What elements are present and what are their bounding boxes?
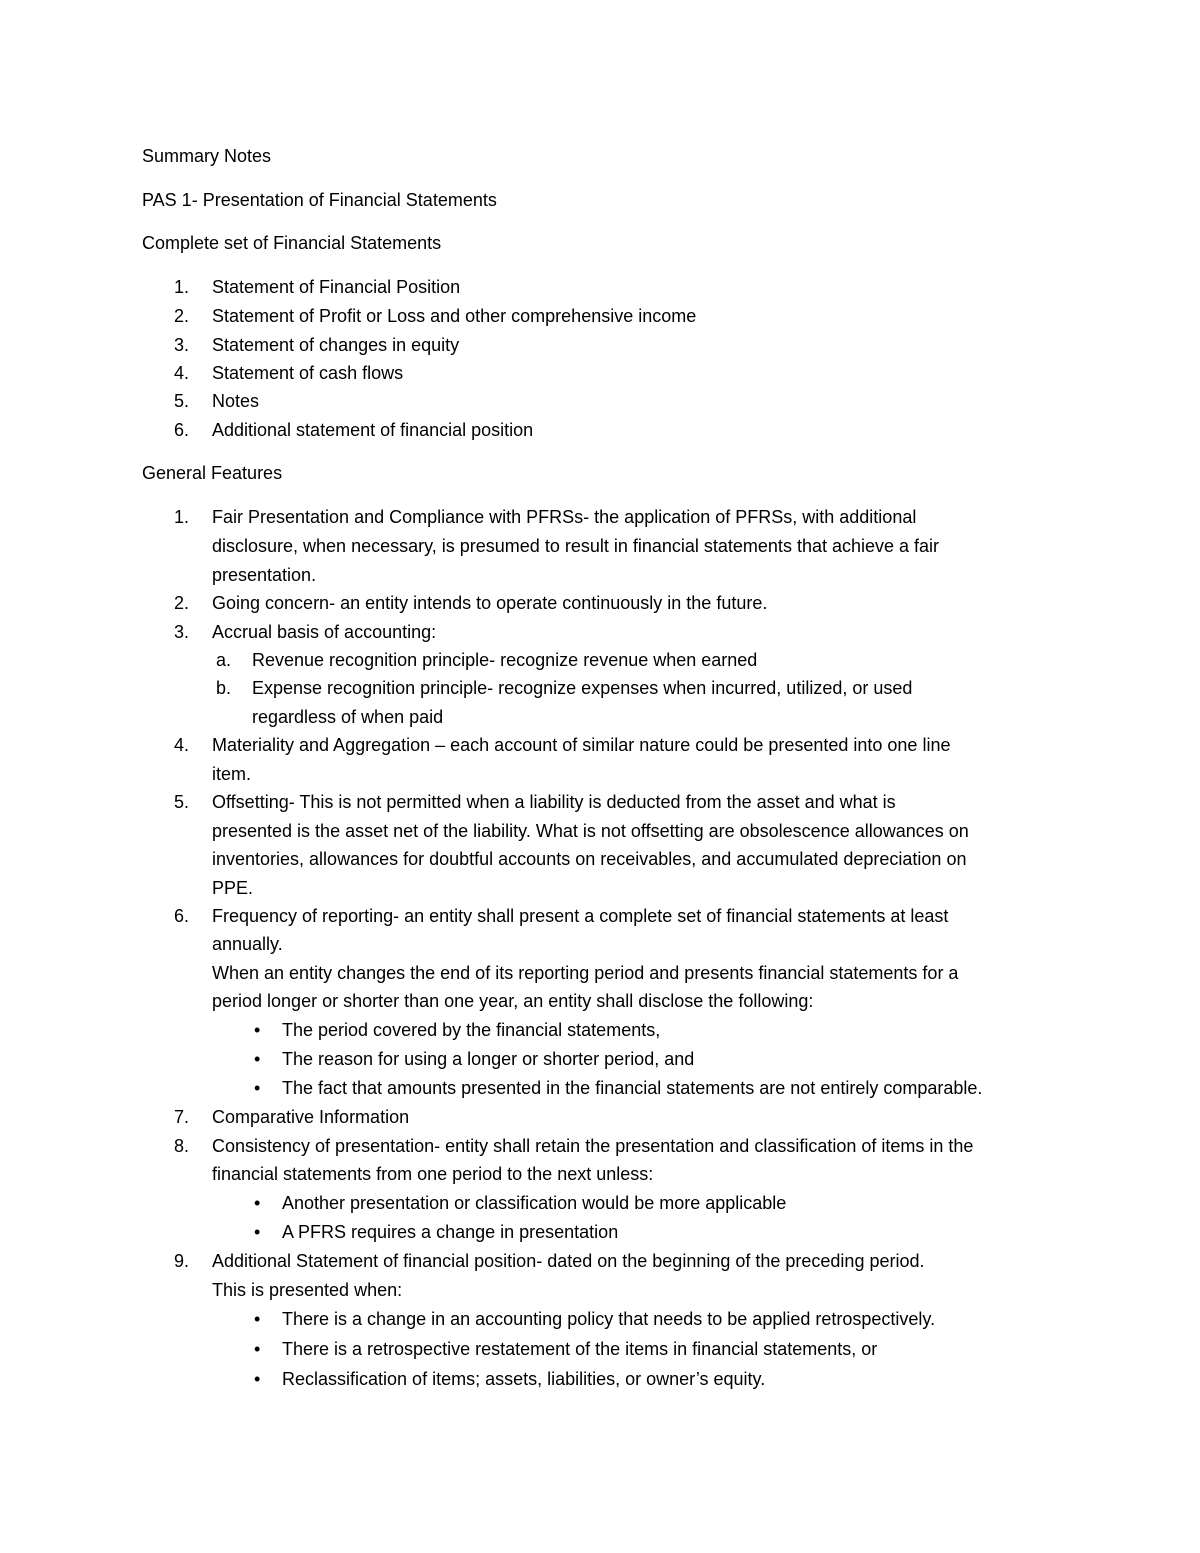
list-marker: 9.: [174, 1251, 190, 1271]
bullet-icon: •: [254, 1369, 261, 1389]
list-marker: 4.: [174, 735, 190, 755]
feature-additional-statement: This is presented when:: [212, 1280, 403, 1300]
feature-frequency: annually.: [212, 934, 283, 954]
bullet-icon: •: [254, 1339, 261, 1359]
bullet-item: The reason for using a longer or shorter period, and: [282, 1049, 695, 1069]
feature-going-concern: Going concern- an entity intends to operate continuously in the future.: [212, 593, 768, 613]
list-item: Statement of Profit or Loss and other comprehensive income: [212, 306, 697, 326]
list-marker: 1.: [174, 507, 190, 527]
feature-fair-presentation: Fair Presentation and Compliance with PFRSs- the application of PFRSs, with additional: [212, 507, 917, 527]
bullet-icon: •: [254, 1049, 261, 1069]
bullet-icon: •: [254, 1020, 261, 1040]
feature-materiality: Materiality and Aggregation – each account of similar nature could be presented into one line: [212, 735, 951, 755]
doc-title: Summary Notes: [142, 146, 272, 166]
bullet-item: Another presentation or classification would be more applicable: [282, 1193, 787, 1213]
list-marker: 5.: [174, 391, 190, 411]
bullet-item: The period covered by the financial statements,: [282, 1020, 661, 1040]
section-heading-complete-set: Complete set of Financial Statements: [142, 233, 442, 253]
feature-accrual-basis: Accrual basis of accounting:: [212, 622, 437, 642]
sub-list-marker: a.: [216, 650, 232, 670]
bullet-icon: •: [254, 1193, 261, 1213]
list-marker: 6.: [174, 420, 190, 440]
list-marker: 7.: [174, 1107, 190, 1127]
feature-offsetting: presented is the asset net of the liability. What is not offsetting are obsolescence allowances on: [212, 821, 969, 841]
feature-comparative: Comparative Information: [212, 1107, 410, 1127]
list-item: Statement of cash flows: [212, 363, 404, 383]
sub-item-revenue-recognition: Revenue recognition principle- recognize revenue when earned: [252, 650, 758, 670]
bullet-item: There is a retrospective restatement of the items in financial statements, or: [282, 1339, 878, 1359]
list-item: Additional statement of financial position: [212, 420, 534, 440]
sub-item-expense-recognition: Expense recognition principle- recognize expenses when incurred, utilized, or used: [252, 678, 913, 698]
feature-materiality: item.: [212, 764, 252, 784]
bullet-icon: •: [254, 1078, 261, 1098]
bullet-icon: •: [254, 1222, 261, 1242]
sub-list-marker: b.: [216, 678, 232, 698]
list-item: Statement of changes in equity: [212, 335, 460, 355]
doc-subtitle: PAS 1- Presentation of Financial Statements: [142, 190, 497, 210]
feature-offsetting: Offsetting- This is not permitted when a liability is deducted from the asset and what is: [212, 792, 896, 812]
section-heading-general-features: General Features: [142, 463, 283, 483]
feature-offsetting: PPE.: [212, 878, 254, 898]
list-marker: 2.: [174, 306, 190, 326]
feature-additional-statement: Additional Statement of financial position- dated on the beginning of the preceding period.: [212, 1251, 925, 1271]
list-marker: 3.: [174, 622, 190, 642]
feature-fair-presentation: presentation.: [212, 565, 317, 585]
feature-frequency: Frequency of reporting- an entity shall present a complete set of financial statements at least: [212, 906, 949, 926]
list-marker: 4.: [174, 363, 190, 383]
list-item: Notes: [212, 391, 260, 411]
list-item: Statement of Financial Position: [212, 277, 461, 297]
bullet-item: Reclassification of items; assets, liabilities, or owner’s equity.: [282, 1369, 766, 1389]
feature-fair-presentation: disclosure, when necessary, is presumed to result in financial statements that achieve a fair: [212, 536, 940, 556]
list-marker: 8.: [174, 1136, 190, 1156]
feature-offsetting: inventories, allowances for doubtful accounts on receivables, and accumulated depreciation on: [212, 849, 967, 869]
bullet-icon: •: [254, 1309, 261, 1329]
feature-frequency: period longer or shorter than one year, an entity shall disclose the following:: [212, 991, 814, 1011]
bullet-item: There is a change in an accounting policy that needs to be applied retrospectively.: [282, 1309, 936, 1329]
feature-consistency: Consistency of presentation- entity shall retain the presentation and classification of items in the: [212, 1136, 974, 1156]
bullet-item: The fact that amounts presented in the financial statements are not entirely comparable.: [282, 1078, 983, 1098]
list-marker: 2.: [174, 593, 190, 613]
feature-consistency: financial statements from one period to the next unless:: [212, 1164, 654, 1184]
list-marker: 6.: [174, 906, 190, 926]
feature-frequency: When an entity changes the end of its reporting period and presents financial statements for a: [212, 963, 959, 983]
sub-item-expense-recognition: regardless of when paid: [252, 707, 444, 727]
bullet-item: A PFRS requires a change in presentation: [282, 1222, 619, 1242]
list-marker: 3.: [174, 335, 190, 355]
list-marker: 1.: [174, 277, 190, 297]
list-marker: 5.: [174, 792, 190, 812]
